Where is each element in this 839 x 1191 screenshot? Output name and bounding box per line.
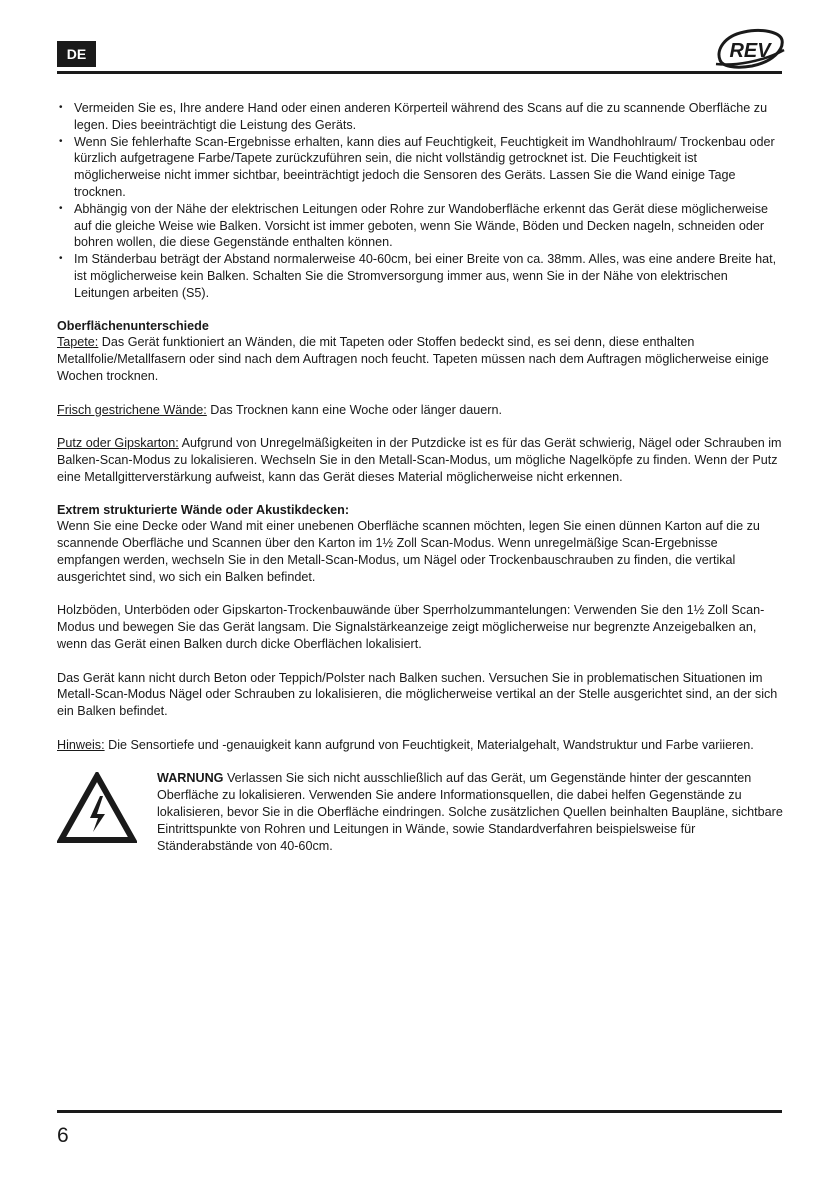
logo-text: REV <box>729 40 771 62</box>
tips-list <box>57 100 784 302</box>
top-rule <box>57 71 782 74</box>
page-number: 6 <box>57 1124 69 1147</box>
paragraph-note <box>57 737 784 754</box>
list-item: • Im Ständerbau beträgt der Abstand normalerweise 40-60cm, bei einer Breite von ca. 38mm. Alles, was eine andere Breite hat, ist möglicherweise kein Balken. Schalten Sie die Stromversorgung immer aus, wenn Sie in der Nähe von elektrischen Leitungen arbeiten (S5). <box>57 251 784 301</box>
paragraph-floors: Holzböden, Unterböden oder Gipskarton-Trockenbauwände über Sperrholzummantelungen: Verwenden Sie den 1½ Zoll Scan-Modus und bewegen Sie das Gerät langsam. Die Signalstärkeanzeige zeigt möglicherweise nur begrenzte Anzeigebalken an, wenn das Gerät einen Balken durch dicke Oberflächen lokalisiert. <box>57 603 765 651</box>
warning-block <box>57 770 784 860</box>
plaster-text: Aufgrund von Unregelmäßigkeiten in der Putzdicke ist es für das Gerät schwierig, Nägel oder Schrauben im Balken-Scan-Modus zu lokalisieren. Wechseln Sie in den Metall-Scan-Modus, um mögliche Nagelköpfe zu finden. Wenn der Putz eine Metallgitterverstärkung aufweist, kann das Gerät dieses Material möglicherweise nicht erkennen. <box>57 436 782 484</box>
warning-label: WARNUNG <box>157 771 224 786</box>
warning-text <box>157 770 784 854</box>
painted-label: Frisch gestrichene Wände: <box>57 402 207 417</box>
painted-text: Das Trocknen kann eine Woche oder länger dauern. <box>206 402 502 417</box>
tapete-label: Tapete: <box>57 335 99 350</box>
paragraph-painted <box>57 402 784 419</box>
paragraph-textured: Wenn Sie eine Decke oder Wand mit einer unebenen Oberfläche scannen möchten, legen Sie einen dünnen Karton auf die zu scannende Oberfläche und Scannen über den Karton im 1½ Zoll Scan-Modus. Wenn unregelmäßige Scan-Ergebnisse empfangen werden, wechseln Sie in den Metall-Scan-Modus, um Nägel oder Trockenbauschrauben zu finden, die vertikal ausgerichtet sind, wo sich ein Balken befindet. <box>57 519 760 584</box>
paragraph-plaster <box>57 435 784 485</box>
electric-hazard-icon <box>57 772 137 844</box>
rev-logo <box>714 28 786 70</box>
language-badge: DE <box>57 41 96 67</box>
note-text: Die Sensortiefe und -genauigkeit kann aufgrund von Feuchtigkeit, Materialgehalt, Wandstruktur und Farbe variieren. <box>104 737 754 752</box>
list-item: • Wenn Sie fehlerhafte Scan-Ergebnisse erhalten, kann dies auf Feuchtigkeit, Feuchtigkeit im Wandhohlraum/ Trockenbau oder kürzlich aufgetragene Farbe/Tapete zurückzuführen sein, die nicht vollständig getrocknet ist. Die Feuchtigkeit ist möglicherweise nicht immer sichtbar, beeinträchtigt jedoch die Sensoren des Geräts. Lassen Sie die Wand einige Tage trocknen. <box>57 134 784 201</box>
page-content <box>57 100 784 860</box>
plaster-label: Putz oder Gipskarton: <box>57 436 179 451</box>
list-item: • Abhängig von der Nähe der elektrischen Leitungen oder Rohre zur Wandoberfläche erkennt das Gerät diese möglicherweise auf die gleiche Weise wie Balken. Vorsicht ist immer geboten, wenn Sie Wände, Böden und Decken nageln, schneiden oder bohren wollen, die diese Gegenstände enthalten können. <box>57 201 784 251</box>
list-item: • Vermeiden Sie es, Ihre andere Hand oder einen anderen Körperteil während des Scans auf die zu scannende Oberfläche zu legen. Dies beeinträchtigt die Leistung des Geräts. <box>57 100 784 134</box>
paragraph-tapete <box>57 334 784 384</box>
warning-body: Verlassen Sie sich nicht ausschließlich auf das Gerät, um Gegenstände hinter der gescannten Oberfläche zu lokalisieren. Verwenden Sie andere Informationsquellen, die dabei helfen Gegenstände zu lokalisieren, bevor Sie in die Oberfläche eindringen. Solche zusätzlichen Quellen beinhalten Baupläne, sichtbare Eintrittspunkte von Rohren und Leitungen in Wände, sowie Standardverfahren beispielsweise für Ständerabstände von 40-60cm. <box>157 771 783 853</box>
paragraph-concrete: Das Gerät kann nicht durch Beton oder Teppich/Polster nach Balken suchen. Versuchen Sie in problematischen Situationen im Metall-Scan-Modus Nägel oder Schrauben zu lokalisieren, die möglicherweise vertikal an der Stelle ausgerichtet sind, an der sich ein Balken befindet. <box>57 670 778 719</box>
note-label: Hinweis: <box>57 737 105 752</box>
tapete-text: Das Gerät funktioniert an Wänden, die mit Tapeten oder Stoffen bedeckt sind, es sei denn, diese enthalten Metallfolie/Metallfasern oder sind nach dem Auftragen noch feucht. Tapeten müssen nach dem Auftragen möglicherweise einige Wochen trocknen. <box>57 335 769 383</box>
bottom-rule <box>57 1110 782 1113</box>
section-heading-surfaces: Oberflächenunterschiede <box>57 318 209 333</box>
section-heading-textured: Extrem strukturierte Wände oder Akustikdecken: <box>57 502 350 517</box>
